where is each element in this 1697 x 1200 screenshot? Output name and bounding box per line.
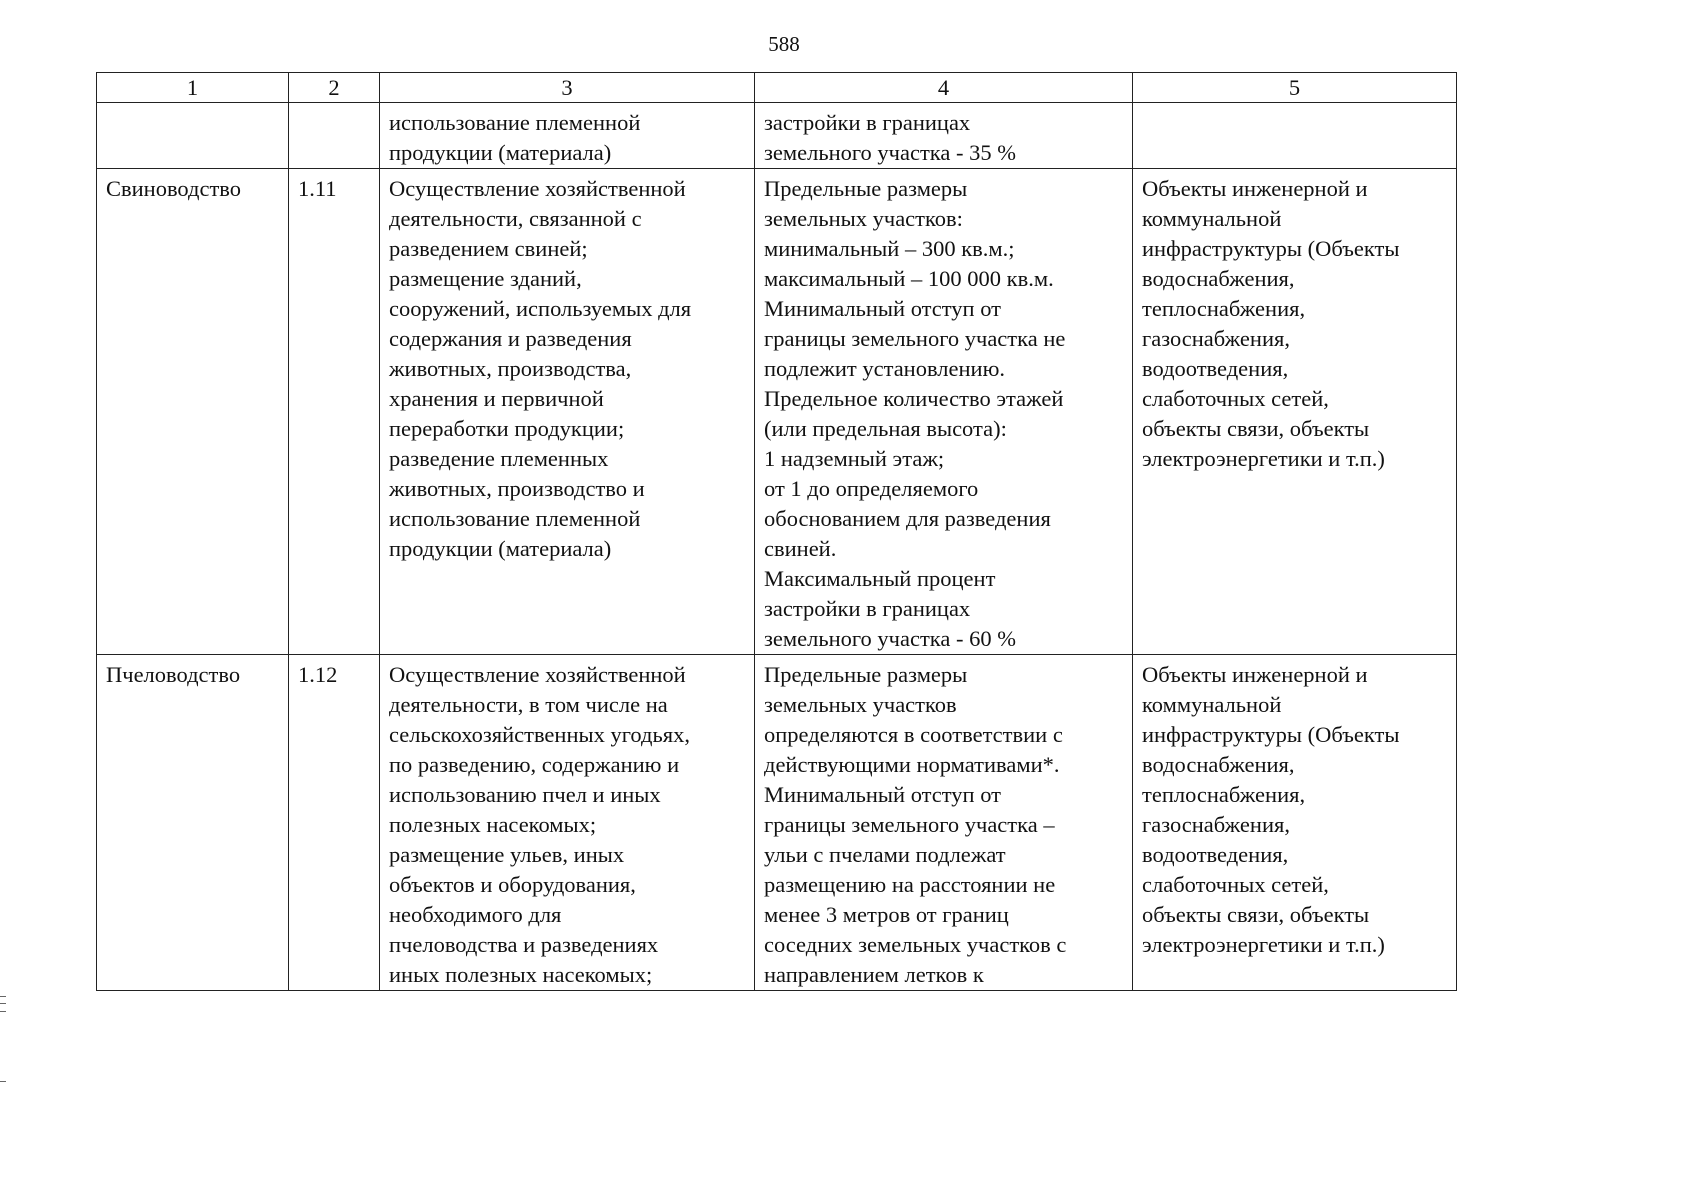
- page-number: 588: [768, 32, 800, 56]
- cell-text-line: размещение зданий,: [389, 266, 582, 291]
- cell-text-line: хранения и первичной: [389, 386, 604, 411]
- cell-text-line: слаботочных сетей,: [1142, 386, 1329, 411]
- cell-text-line: водоотведения,: [1142, 842, 1289, 867]
- cell-use-type: Свиноводство: [97, 169, 289, 655]
- cell-text-line: подлежит установлению.: [764, 356, 1006, 381]
- cell-text-line: деятельности, связанной с: [389, 206, 642, 231]
- table-row: [97, 655, 1457, 991]
- cell-use-type: Пчеловодство: [97, 655, 289, 991]
- cell-code: 1.12: [289, 655, 380, 991]
- cell-parameters: [755, 169, 1133, 655]
- cell-infrastructure: [1133, 655, 1457, 991]
- cell-text-line: Минимальный отступ от: [764, 296, 1001, 321]
- cell-text-line: 1 надземный этаж;: [764, 446, 945, 471]
- cell-text-line: Осуществление хозяйственной: [389, 176, 686, 201]
- cell-text-line: полезных насекомых;: [389, 812, 597, 837]
- scan-margin-dash: [0, 1081, 6, 1082]
- cell-text-line: максимальный – 100 000 кв.м.: [764, 266, 1054, 291]
- cell-parameters: [755, 655, 1133, 991]
- cell-text-line: Объекты инженерной и: [1142, 176, 1368, 201]
- cell-text-line: деятельности, в том числе на: [389, 692, 668, 717]
- cell-text-line: менее 3 метров от границ: [764, 902, 1009, 927]
- cell-text-line: инфраструктуры (Объекты: [1142, 722, 1400, 747]
- cell-text-line: использованию пчел и иных: [389, 782, 661, 807]
- cell-text-line: пчеловодства и разведениях: [389, 932, 659, 957]
- cell-text-line: застройки в границах: [764, 110, 971, 135]
- column-header-5: 5: [1133, 73, 1457, 103]
- cell-text-line: минимальный – 300 кв.м.;: [764, 236, 1015, 261]
- cell-text-line: использование племенной: [389, 110, 641, 135]
- cell-text-line: водоотведения,: [1142, 356, 1289, 381]
- cell-text-line: обоснованием для разведения: [764, 506, 1051, 531]
- cell-text-line: застройки в границах: [764, 596, 971, 621]
- cell-text-line: размещению на расстоянии не: [764, 872, 1056, 897]
- cell-code: 1.11: [289, 169, 380, 655]
- cell-text-line: коммунальной: [1142, 206, 1282, 231]
- cell-text-line: объекты связи, объекты: [1142, 902, 1370, 927]
- cell-parameters: [755, 103, 1133, 169]
- table-row: [97, 169, 1457, 655]
- cell-text-line: (или предельная высота):: [764, 416, 1007, 441]
- cell-text-line: Осуществление хозяйственной: [389, 662, 686, 687]
- cell-text-line: определяются в соответствии с: [764, 722, 1063, 747]
- cell-code: [289, 103, 380, 169]
- cell-text-line: газоснабжения,: [1142, 326, 1290, 351]
- cell-description: [380, 103, 755, 169]
- cell-text-line: объекты связи, объекты: [1142, 416, 1370, 441]
- cell-text-line: разведение племенных: [389, 446, 609, 471]
- table-row: [97, 103, 1457, 169]
- cell-text-line: инфраструктуры (Объекты: [1142, 236, 1400, 261]
- table-header-row: [97, 73, 1457, 103]
- cell-use-type: [97, 103, 289, 169]
- cell-text-line: использование племенной: [389, 506, 641, 531]
- cell-text-line: земельного участка - 60 %: [764, 626, 1016, 651]
- cell-text-line: размещение ульев, иных: [389, 842, 625, 867]
- cell-text-line: Предельные размеры: [764, 176, 968, 201]
- cell-text-line: соседних земельных участков с: [764, 932, 1067, 957]
- cell-text-line: необходимого для: [389, 902, 562, 927]
- cell-text-line: переработки продукции;: [389, 416, 625, 441]
- cell-text-line: сельскохозяйственных угодьях,: [389, 722, 690, 747]
- cell-text-line: сооружений, используемых для: [389, 296, 692, 321]
- cell-text-line: земельного участка - 35 %: [764, 140, 1016, 165]
- cell-text-line: Предельное количество этажей: [764, 386, 1064, 411]
- cell-text-line: Минимальный отступ от: [764, 782, 1001, 807]
- cell-text-line: земельных участков: [764, 692, 957, 717]
- cell-text-line: ульи с пчелами подлежат: [764, 842, 1006, 867]
- column-header-4: 4: [755, 73, 1133, 103]
- cell-text-line: границы земельного участка –: [764, 812, 1055, 837]
- cell-text-line: продукции (материала): [389, 536, 612, 561]
- cell-text-line: объектов и оборудования,: [389, 872, 636, 897]
- column-header-3: 3: [380, 73, 755, 103]
- cell-description: [380, 655, 755, 991]
- cell-text-line: Максимальный процент: [764, 566, 996, 591]
- cell-text-line: продукции (материала): [389, 140, 612, 165]
- cell-text-line: от 1 до определяемого: [764, 476, 979, 501]
- cell-text-line: действующими нормативами*.: [764, 752, 1060, 777]
- cell-text-line: направлением летков к: [764, 962, 984, 987]
- cell-text-line: животных, производства,: [389, 356, 632, 381]
- cell-description: [380, 169, 755, 655]
- cell-text-line: электроэнергетики и т.п.): [1142, 932, 1385, 957]
- cell-infrastructure: [1133, 169, 1457, 655]
- scan-margin-mark: [0, 996, 6, 1012]
- cell-text-line: коммунальной: [1142, 692, 1282, 717]
- column-header-1: 1: [97, 73, 289, 103]
- cell-infrastructure: [1133, 103, 1457, 169]
- cell-text-line: иных полезных насекомых;: [389, 962, 653, 987]
- cell-text-line: свиней.: [764, 536, 837, 561]
- land-use-table: [96, 72, 1457, 991]
- cell-text-line: теплоснабжения,: [1142, 296, 1306, 321]
- cell-text-line: электроэнергетики и т.п.): [1142, 446, 1385, 471]
- cell-text-line: земельных участков:: [764, 206, 963, 231]
- column-header-2: 2: [289, 73, 380, 103]
- cell-text-line: водоснабжения,: [1142, 752, 1295, 777]
- cell-text-line: содержания и разведения: [389, 326, 632, 351]
- cell-text-line: Объекты инженерной и: [1142, 662, 1368, 687]
- cell-text-line: водоснабжения,: [1142, 266, 1295, 291]
- cell-text-line: по разведению, содержанию и: [389, 752, 680, 777]
- cell-text-line: разведением свиней;: [389, 236, 588, 261]
- cell-text-line: слаботочных сетей,: [1142, 872, 1329, 897]
- cell-text-line: газоснабжения,: [1142, 812, 1290, 837]
- cell-text-line: границы земельного участка не: [764, 326, 1066, 351]
- cell-text-line: животных, производство и: [389, 476, 645, 501]
- cell-text-line: Предельные размеры: [764, 662, 968, 687]
- cell-text-line: теплоснабжения,: [1142, 782, 1306, 807]
